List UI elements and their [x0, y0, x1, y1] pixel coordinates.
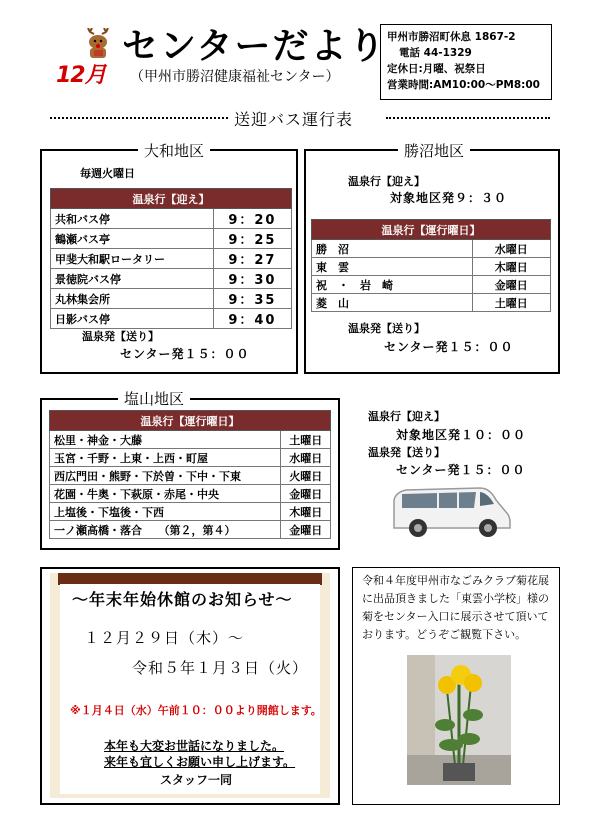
katsunuma-row — [312, 240, 551, 258]
center-info-box — [380, 24, 552, 100]
flower-exhibit-text: 令和４年度甲州市なごみクラブ菊花展に出品頂きました「東雲小学校」様の菊をセンター入口に展示させて頂いております。どうぞご観覧下さい。 — [362, 574, 549, 641]
month-label: 12月 — [56, 63, 106, 88]
shioyama-label: 塩山地区 — [118, 388, 190, 409]
shioyama-row — [50, 431, 331, 449]
yamato-table-header: 温泉行【迎え】 — [51, 189, 292, 209]
van-icon — [388, 482, 514, 540]
shioyama-row-area: 上塩後・下塩後・下西 — [50, 503, 281, 521]
katsunuma-row-area: 菱 山 — [312, 294, 473, 312]
yamato-row-time: 9：27 — [213, 249, 291, 269]
shioyama-row — [50, 521, 331, 539]
staff-signature: スタッフ一同 — [160, 773, 233, 787]
yamato-row-stop: 丸林集会所 — [51, 289, 214, 309]
katsunuma-pickup-label: 温泉行【迎え】 — [348, 175, 425, 188]
yamato-row-stop: 鶴瀬バス亭 — [51, 229, 214, 249]
newsletter-subtitle: （甲州市勝沼健康福祉センター） — [130, 69, 340, 85]
shioyama-row-day: 土曜日 — [281, 431, 331, 449]
yamato-row — [51, 309, 292, 329]
katsunuma-row-day: 金曜日 — [472, 276, 550, 294]
yamato-return-time: センター発１５：００ — [120, 347, 250, 361]
yamato-label: 大和地区 — [138, 140, 210, 161]
yamato-row-time: 9：25 — [213, 229, 291, 249]
yamato-row — [51, 289, 292, 309]
reindeer-mascot-icon — [80, 28, 120, 62]
shioyama-row — [50, 449, 331, 467]
yamato-row — [51, 209, 292, 229]
divider-left — [50, 117, 228, 119]
katsunuma-row — [312, 258, 551, 276]
yamato-row-time: 9：40 — [213, 309, 291, 329]
address: 甲州市勝沼町休息 1867-2 — [387, 31, 516, 43]
reopen-notice: ※１月４日（水）午前１０：００より開館します。 — [70, 704, 322, 717]
shioyama-table-header: 温泉行【運行曜日】 — [50, 411, 331, 431]
katsunuma-pickup-time: 対象地区発９：３０ — [390, 191, 508, 205]
katsunuma-row-area: 東 雲 — [312, 258, 473, 276]
yamato-row-time: 9：35 — [213, 289, 291, 309]
yamato-row-stop: 日影バス停 — [51, 309, 214, 329]
shioyama-row-area: 松里・神金・大藤 — [50, 431, 281, 449]
shioyama-row-day: 木曜日 — [281, 503, 331, 521]
shioyama-row-day: 金曜日 — [281, 485, 331, 503]
yamato-row — [51, 249, 292, 269]
greeting-line-2: 来年も宜しくお願い申し上げます。 — [104, 755, 296, 769]
shioyama-row-day: 火曜日 — [281, 467, 331, 485]
katsunuma-label: 勝沼地区 — [398, 140, 470, 161]
katsunuma-return-time: センター発１５：００ — [384, 340, 514, 354]
shioyama-row-day: 金曜日 — [281, 521, 331, 539]
katsunuma-row — [312, 294, 551, 312]
notice-title: ～年末年始休館のお知らせ～ — [72, 590, 293, 609]
shioyama-row — [50, 503, 331, 521]
katsunuma-row — [312, 276, 551, 294]
shioyama-return-time: センター発１５：００ — [396, 463, 526, 477]
katsunuma-row-area: 勝 沼 — [312, 240, 473, 258]
closure-end-date: 令和５年１月３日（火） — [132, 659, 309, 677]
shioyama-row-area: 西広門田・熊野・下於曽・下中・下東 — [50, 467, 281, 485]
phone: 電話 44-1329 — [399, 47, 472, 59]
yamato-row-time: 9：30 — [213, 269, 291, 289]
shioyama-schedule-table — [49, 410, 331, 539]
katsunuma-row-day: 土曜日 — [472, 294, 550, 312]
katsunuma-row-area: 祝 ・ 岩 崎 — [312, 276, 473, 294]
shioyama-pickup-time: 対象地区発１０：００ — [396, 428, 527, 442]
yamato-row — [51, 269, 292, 289]
katsunuma-row-day: 木曜日 — [472, 258, 550, 276]
shioyama-row-day: 水曜日 — [281, 449, 331, 467]
yamato-row-stop: 景徳院バス停 — [51, 269, 214, 289]
closed-days: 定休日:月曜、祝祭日 — [387, 63, 486, 75]
yamato-row-stop: 甲斐大和駅ロータリー — [51, 249, 214, 269]
shioyama-return-label: 温泉発【送り】 — [368, 446, 445, 459]
yamato-frequency: 毎週火曜日 — [80, 167, 135, 180]
shioyama-row-area: 花園・牛奥・下萩原・赤尾・中央 — [50, 485, 281, 503]
katsunuma-schedule-table — [311, 219, 551, 312]
closure-start-date: １２月２９日（木）～ — [84, 629, 245, 647]
shioyama-row — [50, 467, 331, 485]
chrysanthemum-photo — [407, 655, 511, 785]
yamato-row — [51, 229, 292, 249]
yamato-row-stop: 共和バス停 — [51, 209, 214, 229]
katsunuma-return-label: 温泉発【送り】 — [348, 322, 425, 335]
yamato-return-label: 温泉発【送り】 — [82, 330, 159, 343]
shioyama-row-area: 玉宮・千野・上東・上西・町屋 — [50, 449, 281, 467]
yamato-schedule-table — [50, 188, 292, 329]
newsletter-title: センターだより — [122, 26, 387, 67]
shioyama-row — [50, 485, 331, 503]
greeting-line-1: 本年も大変お世話になりました。 — [104, 739, 285, 753]
business-hours: 営業時間:AM10:00～PM8:00 — [387, 79, 540, 91]
katsunuma-table-header: 温泉行【運行曜日】 — [312, 220, 551, 240]
divider-right — [386, 117, 550, 119]
yamato-row-time: 9：20 — [213, 209, 291, 229]
shioyama-pickup-label: 温泉行【迎え】 — [368, 410, 445, 423]
shioyama-row-area: 一ノ瀬高橋・落合 （第２，第４） — [50, 521, 281, 539]
katsunuma-row-day: 水曜日 — [472, 240, 550, 258]
schedule-title: 送迎バス運行表 — [228, 107, 359, 130]
